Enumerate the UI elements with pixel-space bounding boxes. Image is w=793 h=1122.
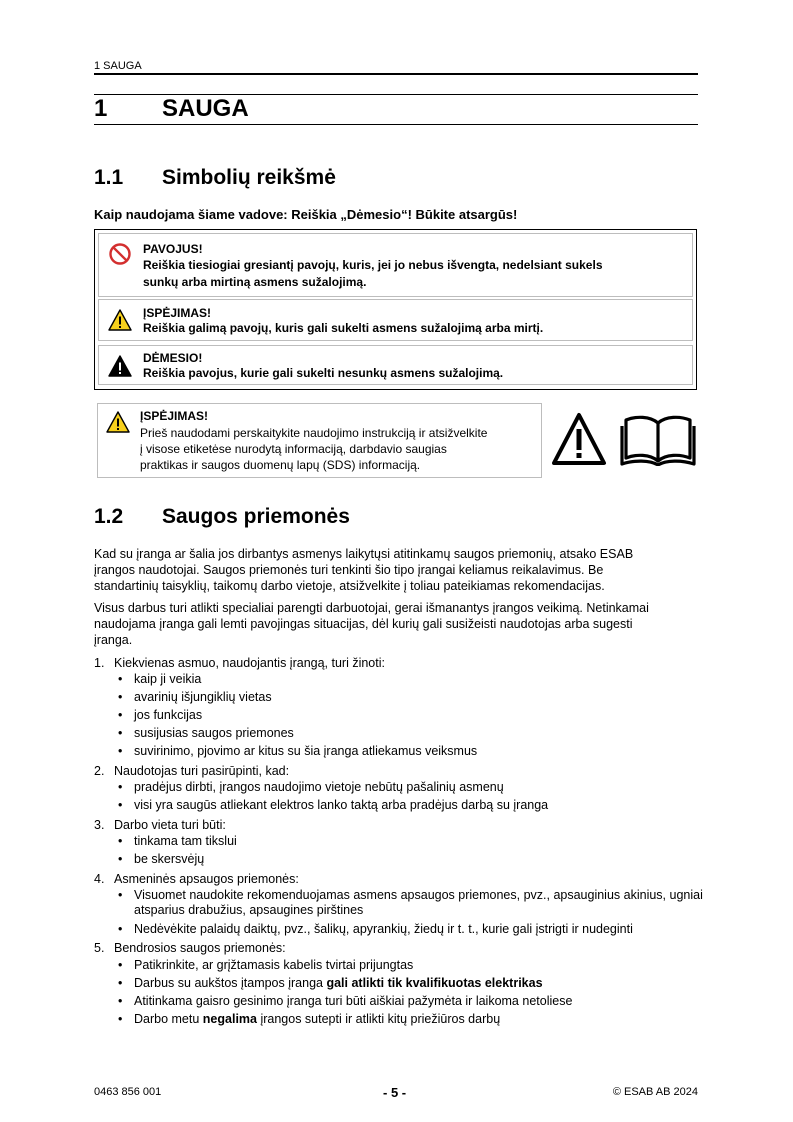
read-manual-icon [620, 414, 696, 466]
list-bullet: Nedėvėkite palaidų daiktų, pvz., šalikų, apyrankių, žiedų ir t. t., kurie gali įstrigti ir nudeginti [134, 922, 633, 936]
paragraph-1-line-1: Kad su įranga ar šalia jos dirbantys asmenys laikytųsi atitinkamų saugos priemonių, atsako ESAB [94, 547, 634, 561]
hazard-symbols-box [94, 229, 697, 390]
note-line-3: praktikas ir saugos duomenų lapų (SDS) informaciją. [140, 458, 421, 472]
warning-text-line-1: Reiškia galimą pavojų, kuris gali sukelti asmens sužalojimą arba mirtį. [143, 321, 544, 335]
chapter-rule-bottom [94, 124, 698, 125]
header-rule [94, 73, 698, 75]
warning-box [98, 299, 693, 341]
chapter-number: 1 [94, 95, 108, 122]
caution-triangle-icon [108, 354, 132, 378]
list-item-number: 2. [94, 764, 105, 778]
list-item: Bendrosios saugos priemonės: [114, 941, 286, 955]
chapter-title: SAUGA [162, 95, 249, 122]
footer-copyright: © ESAB AB 2024 [612, 1086, 698, 1098]
section-1-1-number: 1.1 [94, 166, 124, 189]
warning-title: ĮSPĖJIMAS! [143, 306, 212, 320]
running-header: 1 SAUGA [94, 60, 142, 72]
paragraph-2-line-1: Visus darbus turi atlikti specialiai parengti darbuotojai, gerai išmanantys įrangos veikimą. Netinkamai [94, 601, 649, 615]
list-bullet: pradėjus dirbti, įrangos naudojimo vietoje nebūtų pašalinių asmenų [134, 780, 504, 794]
list-bullet: Darbus su aukštos įtampos įranga gali atlikti tik kvalifikuotas elektrikas [134, 976, 543, 990]
list-item: Naudotojas turi pasirūpinti, kad: [114, 764, 290, 778]
list-bullet: be skersvėjų [134, 852, 205, 866]
paragraph-2-line-2: naudojama įranga gali lemti pavojingas situacijas, dėl kurių gali susižeisti naudotojas arba sugesti [94, 617, 633, 631]
list-bullet: susijusias saugos priemones [134, 726, 294, 740]
section-1-2-number: 1.2 [94, 505, 124, 528]
list-bullet: visi yra saugūs atliekant elektros lanko taktą arba pradėjus darbą su įranga [134, 798, 549, 812]
list-bullet: tinkama tam tikslui [134, 834, 237, 848]
section-1-1-title: Simbolių reikšmė [162, 166, 336, 189]
danger-title: PAVOJUS! [143, 242, 203, 256]
footer-page-number: - 5 - [383, 1085, 407, 1100]
list-bullet: Visuomet naudokite rekomenduojamas asmens apsaugos priemones, pvz., apsauginius akinius, ugniai atsparius drabužius, apsaugines pirštines [134, 888, 703, 917]
note-title: ĮSPĖJIMAS! [140, 409, 209, 423]
list-item-number: 1. [94, 656, 105, 670]
paragraph-1-line-3: standartinių taisyklių, taikomų darbo vietoje, atsižvelkite į toliau pateikiamas rekomendacijas. [94, 579, 605, 593]
list-bullet: suvirinimo, pjovimo ar kitus su šia įranga atliekamus veiksmus [134, 744, 478, 758]
section-1-2-title: Saugos priemonės [162, 505, 350, 528]
paragraph-1-line-2: įrangos naudotojai. Saugos priemonės turi tenkinti šio tipo įrangai keliamus reikalavimus. Be [94, 563, 604, 577]
general-warning-icon [551, 412, 607, 466]
list-item-number: 4. [94, 872, 105, 886]
list-item: Kiekvienas asmuo, naudojantis įrangą, turi žinoti: [114, 656, 385, 670]
read-manual-warning-box [97, 403, 542, 478]
list-bullet: Darbo metu negalima įrangos sutepti ir atlikti kitų priežiūros darbų [134, 1012, 501, 1026]
footer-doc-number: 0463 856 001 [94, 1086, 162, 1098]
list-bullet: kaip ji veikia [134, 672, 202, 686]
caution-title: DĖMESIO! [143, 351, 203, 365]
caution-text-line-1: Reiškia pavojus, kurie gali sukelti nesunkų asmens sužalojimą. [143, 366, 504, 380]
danger-text-line-2: sunkų arba mirtiną asmens sužalojimą. [143, 275, 367, 289]
list-item-number: 3. [94, 818, 105, 832]
note-line-2: į visose etiketėse nurodytą informaciją, darbdavio saugias [140, 442, 447, 456]
list-item-number: 5. [94, 941, 105, 955]
list-item: Asmeninės apsaugos priemonės: [114, 872, 299, 886]
list-bullet: jos funkcijas [134, 708, 203, 722]
list-item: Darbo vieta turi būti: [114, 818, 226, 832]
caution-box [98, 345, 693, 385]
note-line-1: Prieš naudodami perskaitykite naudojimo instrukciją ir atsižvelkite [140, 426, 488, 440]
warning-triangle-icon [108, 308, 132, 332]
list-bullet: avarinių išjungiklių vietas [134, 690, 272, 704]
prohibition-icon [108, 242, 132, 266]
warning-triangle-icon [106, 410, 130, 434]
danger-text-line-1: Reiškia tiesiogiai gresiantį pavojų, kuris, jei jo nebus išvengta, nedelsiant sukels [143, 258, 603, 272]
danger-box [98, 233, 693, 297]
list-bullet: Atitinkama gaisro gesinimo įranga turi būti aiškiai pažymėta ir laikoma netoliese [134, 994, 573, 1008]
paragraph-2 [94, 600, 698, 648]
paragraph-2-line-3: įranga. [94, 633, 133, 647]
list-bullet: Patikrinkite, ar grįžtamasis kabelis tvirtai prijungtas [134, 958, 414, 972]
intro-line: Kaip naudojama šiame vadove: Reiškia „Dėmesio“! Būkite atsargūs! [94, 207, 518, 222]
paragraph-1 [94, 546, 698, 594]
